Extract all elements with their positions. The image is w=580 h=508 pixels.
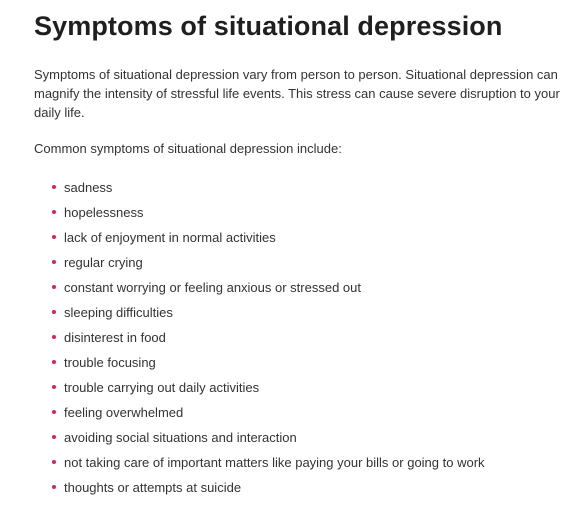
list-item-text: not taking care of important matters like paying your bills or going to work <box>64 455 485 470</box>
bullet-icon <box>52 335 56 339</box>
list-item-text: trouble focusing <box>64 355 156 370</box>
article-section <box>34 0 580 503</box>
list-lead-paragraph: Common symptoms of situational depression include: <box>34 141 342 156</box>
list-item <box>34 303 580 328</box>
list-item <box>34 353 580 378</box>
list-item-text: lack of enjoyment in normal activities <box>64 230 276 245</box>
bullet-icon <box>52 310 56 314</box>
list-item-text: sadness <box>64 180 113 195</box>
list-item <box>34 253 580 278</box>
list-item-text: sleeping difficulties <box>64 305 173 320</box>
list-item <box>34 328 580 353</box>
list-item-text: disinterest in food <box>64 330 166 345</box>
list-item-text: avoiding social situations and interaction <box>64 430 297 445</box>
bullet-icon <box>52 185 56 189</box>
bullet-icon <box>52 210 56 214</box>
bullet-icon <box>52 385 56 389</box>
list-item-text: thoughts or attempts at suicide <box>64 480 242 495</box>
bullet-icon <box>52 260 56 264</box>
bullet-icon <box>52 435 56 439</box>
list-item <box>34 278 580 303</box>
list-item-text: constant worrying or feeling anxious or stressed out <box>64 280 361 295</box>
list-item-text: regular crying <box>64 255 143 270</box>
symptom-list <box>34 178 580 503</box>
list-item <box>34 178 580 203</box>
bullet-icon <box>52 235 56 239</box>
bullet-icon <box>52 485 56 489</box>
list-item <box>34 228 580 253</box>
section-heading: Symptoms of situational depression <box>34 11 503 41</box>
bullet-icon <box>52 360 56 364</box>
list-item <box>34 203 580 228</box>
list-item-text: hopelessness <box>64 205 144 220</box>
list-item <box>34 453 580 478</box>
bullet-icon <box>52 410 56 414</box>
bullet-icon <box>52 285 56 289</box>
list-item-text: trouble carrying out daily activities <box>64 380 260 395</box>
list-item <box>34 378 580 403</box>
list-item-text: feeling overwhelmed <box>64 405 184 420</box>
list-item <box>34 403 580 428</box>
intro-paragraph: Symptoms of situational depression vary from person to person. Situational depression can magnify the intensity of stressful life events. This stress can cause severe disruption to your daily life. <box>34 67 560 120</box>
list-item <box>34 478 580 503</box>
bullet-icon <box>52 460 56 464</box>
list-item <box>34 428 580 453</box>
